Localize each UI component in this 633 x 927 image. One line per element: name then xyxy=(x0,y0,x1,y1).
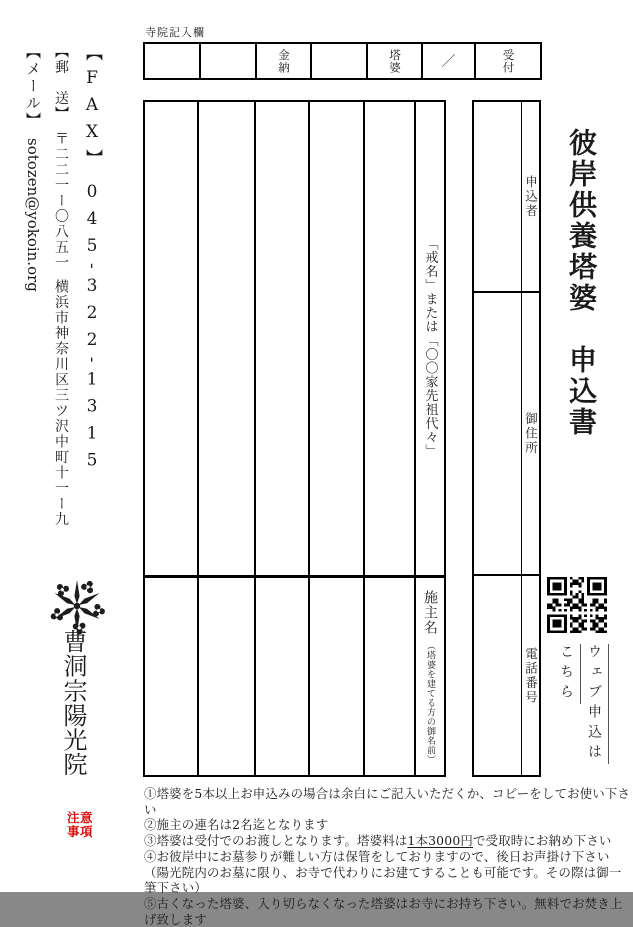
email-address: sotozen@yokoin.org xyxy=(24,138,42,292)
applicant-label: 申込者 xyxy=(523,174,539,219)
notice-heading: 注意 事項 xyxy=(67,810,94,839)
seshu-row xyxy=(145,578,444,775)
applicant-write-area xyxy=(474,102,521,291)
email-contact xyxy=(22,44,44,292)
office-entry-label: 寺院記入欄 xyxy=(145,26,205,39)
office-cell-kinnou: 金納 xyxy=(255,44,310,78)
postal-label: 【郵 送】 xyxy=(53,44,69,122)
office-cell-2 xyxy=(199,44,255,78)
applicant-box xyxy=(472,100,541,777)
write-column xyxy=(256,102,310,575)
office-cell-4 xyxy=(310,44,366,78)
office-cell-1 xyxy=(145,44,199,78)
note-line-1: ①塔婆を5本以上お申込みの場合は余白にご記入いただくか、コピーをしてお使い下さい xyxy=(144,786,631,817)
postal-contact xyxy=(50,44,72,527)
fax-contact: 【FAX】045-322-1315 xyxy=(82,44,102,478)
address-label: 御住所 xyxy=(523,411,539,456)
write-column xyxy=(365,102,416,575)
seshu-label: 施主名（塔婆を建てる方の御名前） xyxy=(422,590,438,765)
main-form-box xyxy=(143,100,446,777)
phone-label: 電話番号 xyxy=(523,646,539,705)
notes-list xyxy=(144,786,633,927)
kaimyo-row xyxy=(145,102,444,578)
email-label: 【メール】 xyxy=(24,44,42,129)
write-column xyxy=(145,578,199,775)
note-line-4: ④お彼岸中にお墓参りが難しい方は保管をしておりますので、後日お声掛け下さい xyxy=(144,848,610,864)
qr-code xyxy=(547,577,607,633)
write-column xyxy=(310,578,365,775)
fax-label: FAX xyxy=(82,68,102,149)
fax-number: 045 xyxy=(82,182,102,263)
phone-section xyxy=(474,576,539,775)
postal-code: 〒二二一ー〇八五一 xyxy=(53,130,69,270)
address-write-area xyxy=(474,293,521,574)
write-column xyxy=(199,102,256,575)
temple-name: 曹洞宗陽光院 xyxy=(59,629,87,777)
write-column xyxy=(310,102,365,575)
write-column xyxy=(199,578,256,775)
phone-write-area xyxy=(474,576,521,775)
web-apply-line1: ウェブ申込は xyxy=(584,644,609,764)
price-underlined: 1本3000円 xyxy=(407,833,474,849)
web-apply-line2: こちら xyxy=(556,644,581,704)
form-title: 彼岸供養塔婆 申込書 xyxy=(565,128,598,438)
write-column xyxy=(256,578,310,775)
kaimyo-label-cell xyxy=(416,102,444,575)
note-line-5: ⑤古くなった塔婆、入り切らなくなった塔婆はお寺にお持ち下さい。無料でお焚き上げ致します xyxy=(144,895,623,927)
office-cell-slash: ／ xyxy=(421,44,474,78)
note-line-2: ②施主の連名は2名迄となります xyxy=(144,817,329,833)
seshu-label-cell xyxy=(416,578,444,775)
postal-address: 横浜市神奈川区三ツ沢中町十一ー九 xyxy=(53,279,69,527)
write-column xyxy=(365,578,416,775)
address-section xyxy=(474,293,539,576)
office-cell-uketsuke: 受付 xyxy=(474,44,540,78)
office-cell-touba: 塔婆 xyxy=(366,44,421,78)
office-entry-table xyxy=(143,42,542,80)
write-column xyxy=(145,102,199,575)
note-line-4b: （陽光院内のお墓に限り、お寺で代わりにお建てすることも可能です。その際は御一筆下さい） xyxy=(144,864,622,896)
kaimyo-label: 「戒名」または「〇〇家先祖代々」 xyxy=(422,237,438,458)
applicant-section xyxy=(474,102,539,293)
note-line-3: ③塔婆は受付でのお渡しとなります。塔婆料は1本3000円で受取時にお納め下さい xyxy=(144,833,612,849)
